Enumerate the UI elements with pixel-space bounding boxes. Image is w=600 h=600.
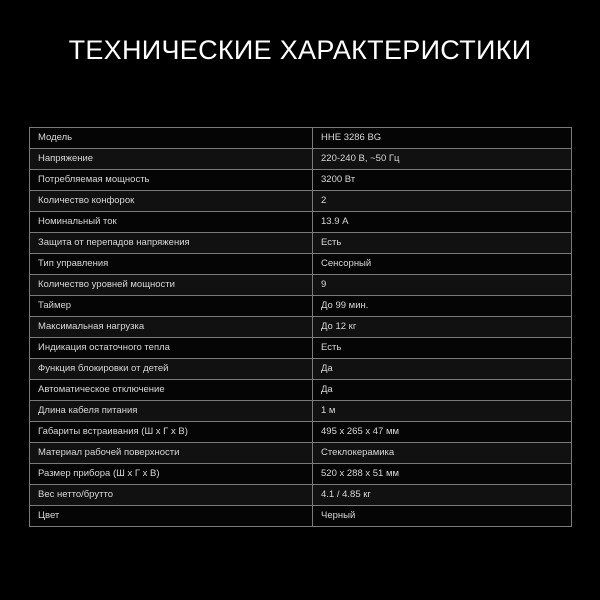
spec-value: 520 х 288 х 51 мм: [313, 464, 572, 485]
table-row: [30, 191, 572, 212]
spec-value: До 99 мин.: [313, 296, 572, 317]
table-row: [30, 233, 572, 254]
page-title: ТЕХНИЧЕСКИЕ ХАРАКТЕРИСТИКИ: [68, 35, 532, 65]
spec-label: Габариты встраивания (Ш х Г х В): [30, 422, 313, 443]
spec-value: HHE 3286 BG: [313, 128, 572, 149]
spec-table: [29, 127, 572, 527]
spec-value: Да: [313, 359, 572, 380]
table-row: [30, 443, 572, 464]
spec-value: 13.9 А: [313, 212, 572, 233]
table-row: [30, 254, 572, 275]
spec-label: Модель: [30, 128, 313, 149]
table-row: [30, 422, 572, 443]
spec-value: 3200 Вт: [313, 170, 572, 191]
spec-label: Напряжение: [30, 149, 313, 170]
table-row: [30, 506, 572, 527]
spec-label: Цвет: [30, 506, 313, 527]
spec-value: 9: [313, 275, 572, 296]
spec-label: Защита от перепадов напряжения: [30, 233, 313, 254]
spec-value: 495 х 265 х 47 мм: [313, 422, 572, 443]
table-row: [30, 149, 572, 170]
spec-label: Вес нетто/брутто: [30, 485, 313, 506]
spec-label: Таймер: [30, 296, 313, 317]
spec-label: Потребляемая мощность: [30, 170, 313, 191]
table-row: [30, 359, 572, 380]
spec-label: Максимальная нагрузка: [30, 317, 313, 338]
table-row: [30, 485, 572, 506]
spec-label: Индикация остаточного тепла: [30, 338, 313, 359]
spec-label: Тип управления: [30, 254, 313, 275]
spec-label: Номинальный ток: [30, 212, 313, 233]
table-row: [30, 401, 572, 422]
table-row: [30, 275, 572, 296]
table-row: [30, 128, 572, 149]
spec-value: До 12 кг: [313, 317, 572, 338]
spec-label: Размер прибора (Ш х Г х В): [30, 464, 313, 485]
table-row: [30, 338, 572, 359]
spec-label: Количество уровней мощности: [30, 275, 313, 296]
spec-value: 4.1 / 4.85 кг: [313, 485, 572, 506]
spec-table-body: [30, 128, 572, 527]
spec-value: Стеклокерамика: [313, 443, 572, 464]
spec-label: Количество конфорок: [30, 191, 313, 212]
spec-label: Длина кабеля питания: [30, 401, 313, 422]
spec-value: 1 м: [313, 401, 572, 422]
table-row: [30, 296, 572, 317]
table-row: [30, 464, 572, 485]
spec-label: Автоматическое отключение: [30, 380, 313, 401]
table-row: [30, 380, 572, 401]
spec-value: Черный: [313, 506, 572, 527]
spec-value: 220-240 В, ~50 Гц: [313, 149, 572, 170]
table-row: [30, 317, 572, 338]
table-row: [30, 170, 572, 191]
spec-label: Материал рабочей поверхности: [30, 443, 313, 464]
spec-value: Да: [313, 380, 572, 401]
spec-value: Есть: [313, 338, 572, 359]
spec-value: Сенсорный: [313, 254, 572, 275]
table-row: [30, 212, 572, 233]
spec-value: 2: [313, 191, 572, 212]
spec-label: Функция блокировки от детей: [30, 359, 313, 380]
spec-value: Есть: [313, 233, 572, 254]
